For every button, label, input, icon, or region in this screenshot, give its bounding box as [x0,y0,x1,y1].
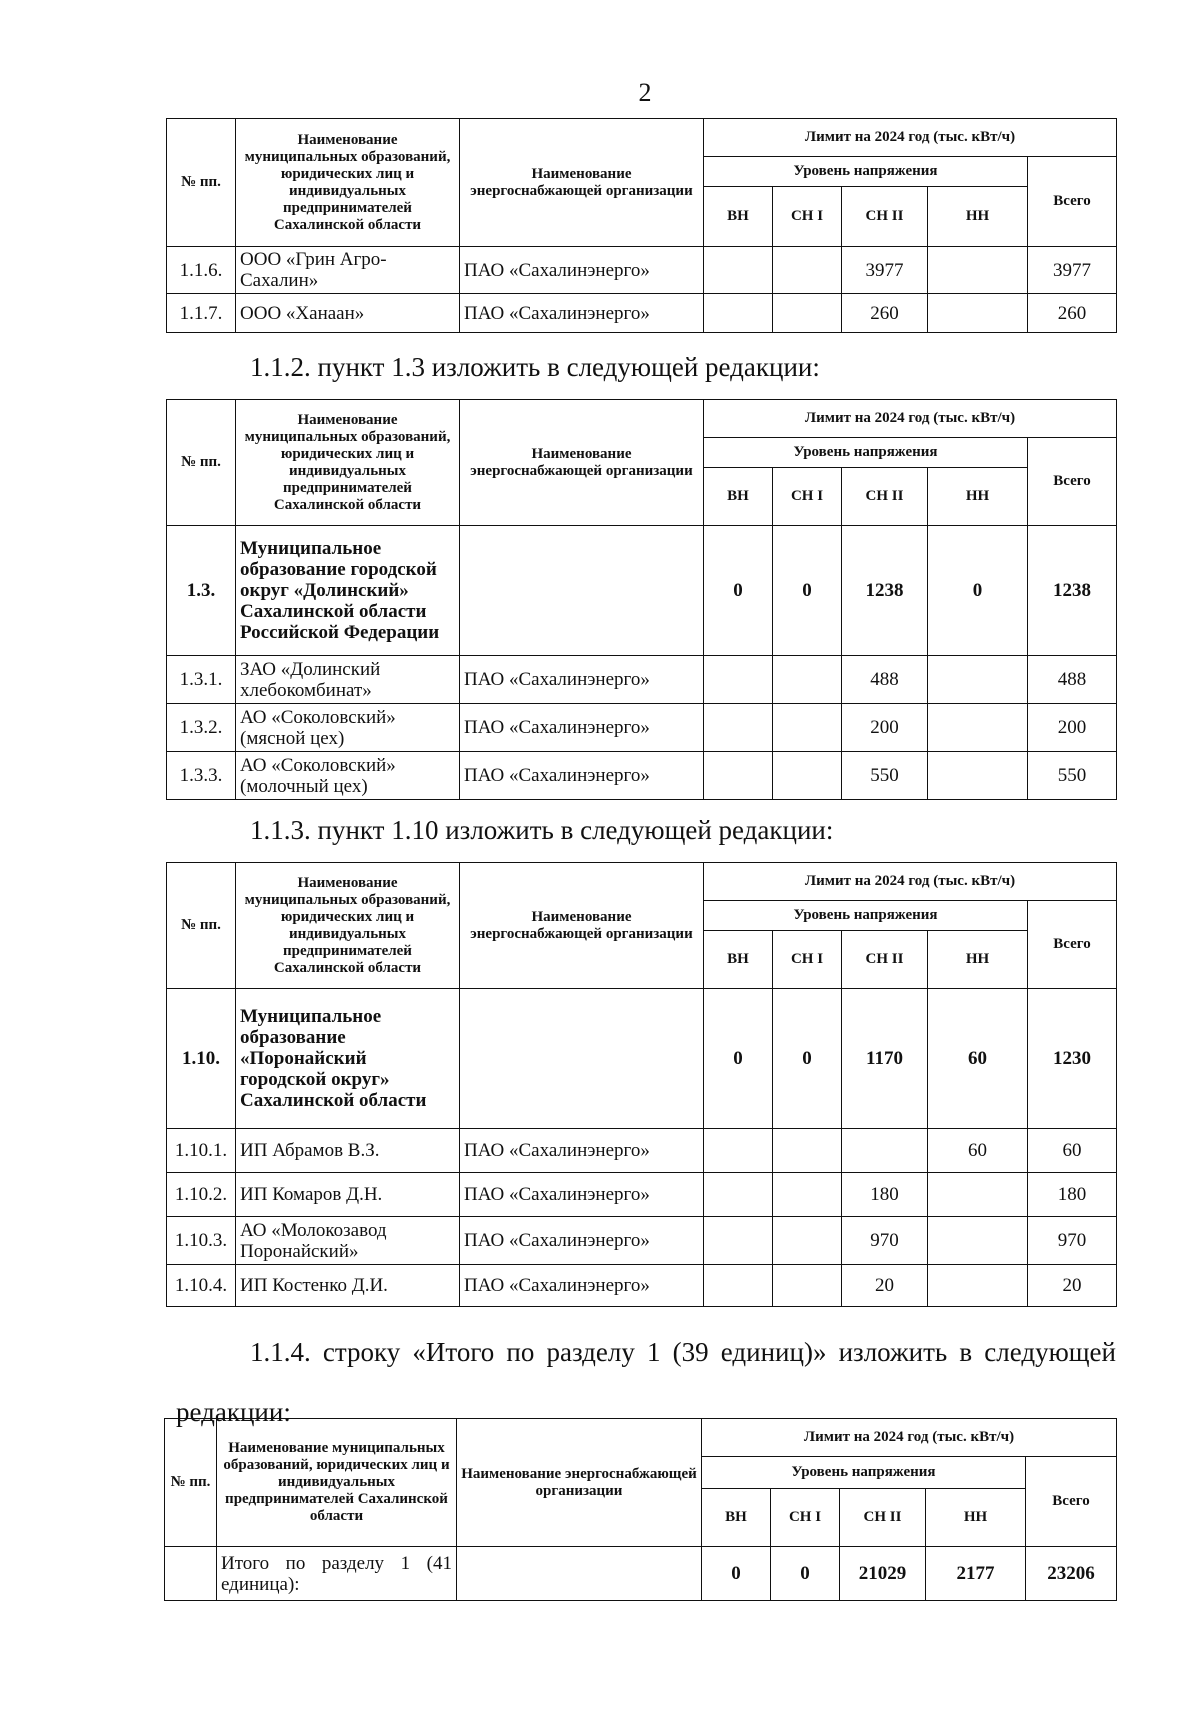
row-number: 1.3. [167,526,236,656]
row-name: АО «Молокозавод Поронайский» [236,1217,460,1265]
row-organization: ПАО «Сахалинэнерго» [460,1217,704,1265]
table-row [167,294,1117,333]
header-sn1: СН I [773,187,842,247]
row-organization [457,1547,702,1601]
header-voltage: Уровень напряжения [704,157,1028,187]
header-nn: НН [928,187,1028,247]
header-organization: Наименование энергоснабжающей организации [460,400,704,526]
row-sn2: 180 [842,1173,928,1217]
header-limit: Лимит на 2024 год (тыс. кВт/ч) [704,863,1117,901]
header-voltage: Уровень напряжения [704,901,1028,931]
row-vn [704,656,773,704]
header-voltage: Уровень напряжения [704,438,1028,468]
row-number: 1.10.4. [167,1265,236,1307]
header-sn1: СН I [771,1489,840,1547]
header-number: № пп. [165,1419,217,1547]
row-total: 180 [1028,1173,1117,1217]
row-number: 1.10.2. [167,1173,236,1217]
header-total: Всего [1028,157,1117,247]
row-total: 20 [1028,1265,1117,1307]
header-sn2: СН II [842,468,928,526]
header-name: Наименование муниципальных образований, юридических лиц и индивидуальных предпринимателей Сахалинской области [217,1419,457,1547]
row-organization: ПАО «Сахалинэнерго» [460,656,704,704]
header-sn1: СН I [773,468,842,526]
header-number: № пп. [167,119,236,247]
row-organization: ПАО «Сахалинэнерго» [460,1265,704,1307]
row-name: ИП Костенко Д.И. [236,1265,460,1307]
row-name: Итого по разделу 1 (41 единица): [217,1547,457,1601]
row-vn [704,1265,773,1307]
row-number [165,1547,217,1601]
row-name: ЗАО «Долинский хлебокомбинат» [236,656,460,704]
limits-table-3 [166,862,1117,1307]
header-total: Всего [1028,901,1117,989]
row-sn1 [773,704,842,752]
row-nn: 60 [928,989,1028,1129]
row-sn1 [773,656,842,704]
row-organization: ПАО «Сахалинэнерго» [460,1129,704,1173]
row-nn [928,752,1028,800]
header-number: № пп. [167,863,236,989]
header-total: Всего [1026,1457,1117,1547]
header-name: Наименование муниципальных образований, юридических лиц и индивидуальных предпринимателей Сахалинской области [236,119,460,247]
row-organization: ПАО «Сахалинэнерго» [460,1173,704,1217]
row-total: 3977 [1028,247,1117,294]
row-number: 1.3.3. [167,752,236,800]
row-organization: ПАО «Сахалинэнерго» [460,247,704,294]
table-row [167,1129,1117,1173]
row-sn2: 550 [842,752,928,800]
table-row [167,704,1117,752]
limits-table-2 [166,399,1117,800]
header-vn: ВН [702,1489,771,1547]
row-sn1 [773,294,842,333]
row-sn2: 20 [842,1265,928,1307]
row-sn1 [773,1265,842,1307]
row-sn2: 1238 [842,526,928,656]
row-nn: 60 [928,1129,1028,1173]
header-vn: ВН [704,468,773,526]
row-sn1: 0 [773,989,842,1129]
row-number: 1.10.1. [167,1129,236,1173]
header-organization: Наименование энергоснабжающей организации [457,1419,702,1547]
row-vn [704,1129,773,1173]
table-row [167,247,1117,294]
row-sn1 [773,1217,842,1265]
header-sn2: СН II [840,1489,926,1547]
row-vn [704,704,773,752]
header-name: Наименование муниципальных образований, юридических лиц и индивидуальных предпринимателей Сахалинской области [236,400,460,526]
row-number: 1.1.6. [167,247,236,294]
header-total: Всего [1028,438,1117,526]
header-sn2: СН II [842,187,928,247]
row-name: АО «Соколовский» (молочный цех) [236,752,460,800]
row-number: 1.1.7. [167,294,236,333]
header-name: Наименование муниципальных образований, юридических лиц и индивидуальных предпринимателей Сахалинской области [236,863,460,989]
row-number: 1.3.2. [167,704,236,752]
row-sn2: 21029 [840,1547,926,1601]
row-sn2: 3977 [842,247,928,294]
row-organization: ПАО «Сахалинэнерго» [460,752,704,800]
header-nn: НН [928,931,1028,989]
table-row [167,1217,1117,1265]
row-sn1: 0 [773,526,842,656]
header-vn: ВН [704,931,773,989]
row-name: Муниципальное образование «Поронайский городской округ» Сахалинской области [236,989,460,1129]
row-name: ООО «Ханаан» [236,294,460,333]
row-nn [928,1173,1028,1217]
row-nn [928,656,1028,704]
row-vn [704,294,773,333]
header-nn: НН [926,1489,1026,1547]
header-sn1: СН I [773,931,842,989]
row-vn: 0 [704,526,773,656]
row-sn1: 0 [771,1547,840,1601]
row-number: 1.3.1. [167,656,236,704]
row-vn [704,752,773,800]
row-sn2: 260 [842,294,928,333]
limits-table-1 [166,118,1117,333]
row-nn [928,1217,1028,1265]
table-row-main [167,989,1117,1129]
paragraph-section-total: 1.1.4. строку «Итого по разделу 1 (39 единиц)» изложить в следующей редакции: [176,1337,1116,1427]
header-limit: Лимит на 2024 год (тыс. кВт/ч) [702,1419,1117,1457]
row-sn1 [773,247,842,294]
row-vn [704,1173,773,1217]
row-sn2: 200 [842,704,928,752]
table-row [167,1173,1117,1217]
heading-section-1-10: 1.1.3. пункт 1.10 изложить в следующей редакции: [250,815,834,845]
row-name: ИП Абрамов В.З. [236,1129,460,1173]
row-total: 260 [1028,294,1117,333]
table-row [167,656,1117,704]
row-vn: 0 [702,1547,771,1601]
table-row-main [167,526,1117,656]
row-organization [460,526,704,656]
row-total: 488 [1028,656,1117,704]
row-total: 23206 [1026,1547,1117,1601]
limits-table-total [164,1418,1117,1601]
row-name: АО «Соколовский» (мясной цех) [236,704,460,752]
row-name: ИП Комаров Д.Н. [236,1173,460,1217]
row-vn [704,247,773,294]
row-vn: 0 [704,989,773,1129]
row-sn2: 970 [842,1217,928,1265]
header-sn2: СН II [842,931,928,989]
row-sn2: 488 [842,656,928,704]
row-nn: 0 [928,526,1028,656]
row-vn [704,1217,773,1265]
row-number: 1.10. [167,989,236,1129]
row-sn1 [773,1129,842,1173]
row-organization: ПАО «Сахалинэнерго» [460,294,704,333]
header-limit: Лимит на 2024 год (тыс. кВт/ч) [704,119,1117,157]
row-nn [928,247,1028,294]
row-sn1 [773,1173,842,1217]
header-vn: ВН [704,187,773,247]
row-total: 550 [1028,752,1117,800]
row-nn [928,1265,1028,1307]
row-nn [928,704,1028,752]
row-number: 1.10.3. [167,1217,236,1265]
header-nn: НН [928,468,1028,526]
page-number: 2 [638,78,652,107]
row-total: 200 [1028,704,1117,752]
row-nn: 2177 [926,1547,1026,1601]
header-voltage: Уровень напряжения [702,1457,1026,1489]
row-organization: ПАО «Сахалинэнерго» [460,704,704,752]
header-organization: Наименование энергоснабжающей организации [460,119,704,247]
row-nn [928,294,1028,333]
header-organization: Наименование энергоснабжающей организации [460,863,704,989]
row-sn2 [842,1129,928,1173]
table-row [167,752,1117,800]
row-sn1 [773,752,842,800]
row-total: 60 [1028,1129,1117,1173]
row-total: 1238 [1028,526,1117,656]
table-row-total [165,1547,1117,1601]
row-name: Муниципальное образование городской округ «Долинский» Сахалинской области Российской Федерации [236,526,460,656]
row-total: 970 [1028,1217,1117,1265]
header-limit: Лимит на 2024 год (тыс. кВт/ч) [704,400,1117,438]
table-row [167,1265,1117,1307]
row-organization [460,989,704,1129]
row-sn2: 1170 [842,989,928,1129]
row-name: ООО «Грин Агро-Сахалин» [236,247,460,294]
heading-section-1-3: 1.1.2. пункт 1.3 изложить в следующей редакции: [250,352,820,382]
header-number: № пп. [167,400,236,526]
row-total: 1230 [1028,989,1117,1129]
